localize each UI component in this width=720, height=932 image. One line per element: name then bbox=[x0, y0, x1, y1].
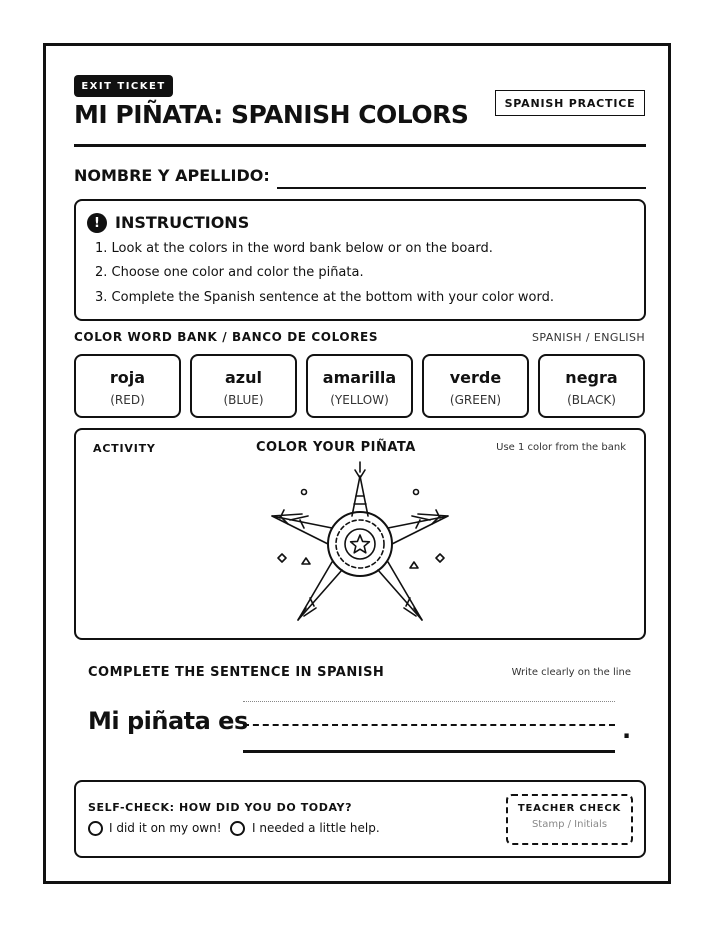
activity-note: Use 1 color from the bank bbox=[496, 442, 626, 453]
teacher-check-box bbox=[506, 794, 633, 845]
option-label: I did it on my own! bbox=[109, 821, 222, 835]
teacher-check-title: TEACHER CHECK bbox=[517, 803, 622, 814]
radio-needed-help[interactable] bbox=[230, 821, 245, 836]
title-divider bbox=[74, 144, 646, 147]
sentence-period: . bbox=[622, 716, 632, 744]
exit-ticket-badge: EXIT TICKET bbox=[74, 75, 173, 97]
subject-tag: SPANISH PRACTICE bbox=[495, 90, 645, 116]
name-label: NOMBRE Y APELLIDO: bbox=[74, 166, 270, 185]
word-bank-language-note: SPANISH / ENGLISH bbox=[532, 331, 645, 344]
pinata-star-drawing[interactable] bbox=[260, 458, 460, 633]
word-english: (YELLOW) bbox=[330, 393, 389, 407]
self-check-heading: SELF-CHECK: HOW DID YOU DO TODAY? bbox=[88, 801, 353, 814]
word-card-verde bbox=[422, 354, 529, 418]
word-card-negra bbox=[538, 354, 645, 418]
activity-label: ACTIVITY bbox=[93, 442, 156, 455]
word-spanish: amarilla bbox=[322, 368, 397, 387]
instruction-item: 2. Choose one color and color the piñata. bbox=[95, 265, 364, 280]
sentence-heading: COMPLETE THE SENTENCE IN SPANISH bbox=[88, 665, 385, 680]
word-english: (BLACK) bbox=[567, 393, 616, 407]
word-english: (BLUE) bbox=[223, 393, 264, 407]
instruction-item: 1. Look at the colors in the word bank below or on the board. bbox=[95, 241, 493, 256]
word-spanish: roja bbox=[109, 368, 146, 387]
word-english: (RED) bbox=[110, 393, 145, 407]
word-card-amarilla bbox=[306, 354, 413, 418]
word-spanish: verde bbox=[449, 368, 502, 387]
activity-heading: COLOR YOUR PIÑATA bbox=[256, 440, 416, 455]
instruction-item: 3. Complete the Spanish sentence at the bottom with your color word. bbox=[95, 290, 554, 305]
sentence-prompt: Mi piñata es bbox=[88, 707, 248, 735]
name-write-line[interactable] bbox=[277, 187, 646, 189]
option-label: I needed a little help. bbox=[252, 821, 380, 835]
page-title: MI PIÑATA: SPANISH COLORS bbox=[74, 100, 469, 129]
word-card-azul bbox=[190, 354, 297, 418]
radio-on-my-own[interactable] bbox=[88, 821, 103, 836]
word-english: (GREEN) bbox=[449, 393, 502, 407]
word-spanish: azul bbox=[225, 368, 262, 387]
word-spanish: negra bbox=[565, 368, 618, 387]
alert-icon: ! bbox=[87, 213, 107, 233]
instructions-heading: INSTRUCTIONS bbox=[115, 213, 250, 232]
guide-line-middle bbox=[243, 724, 615, 726]
teacher-check-hint: Stamp / Initials bbox=[531, 819, 608, 830]
guide-line-top bbox=[243, 701, 615, 702]
word-card-roja bbox=[74, 354, 181, 418]
word-bank-label: COLOR WORD BANK / BANCO DE COLORES bbox=[74, 330, 379, 344]
sentence-note: Write clearly on the line bbox=[511, 667, 631, 678]
answer-write-line[interactable] bbox=[243, 750, 615, 753]
